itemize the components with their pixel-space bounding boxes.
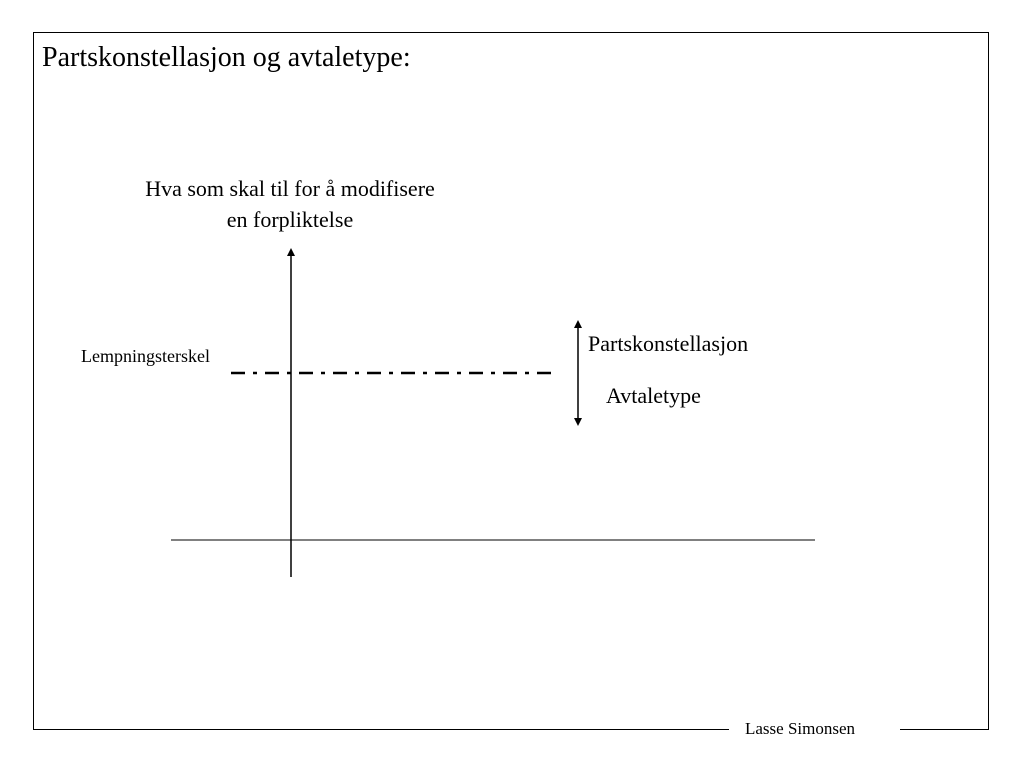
threshold-label: Lempningsterskel [81,346,210,366]
party-constellation-label: Partskonstellasjon [588,331,749,356]
frame-bottom-border-left [33,729,729,730]
frame-top-border [33,32,989,33]
frame-left-border [33,32,34,729]
y-axis-label: Hva som skal til for å modifisere en forpliktelse [145,176,435,232]
frame-bottom-border-right [900,729,989,730]
footer-author: Lasse Simonsen [745,719,856,738]
frame-right-border [988,32,989,729]
slide-title: Partskonstellasjon og avtaletype: [42,42,411,73]
agreement-type-label: Avtaletype [606,383,701,408]
